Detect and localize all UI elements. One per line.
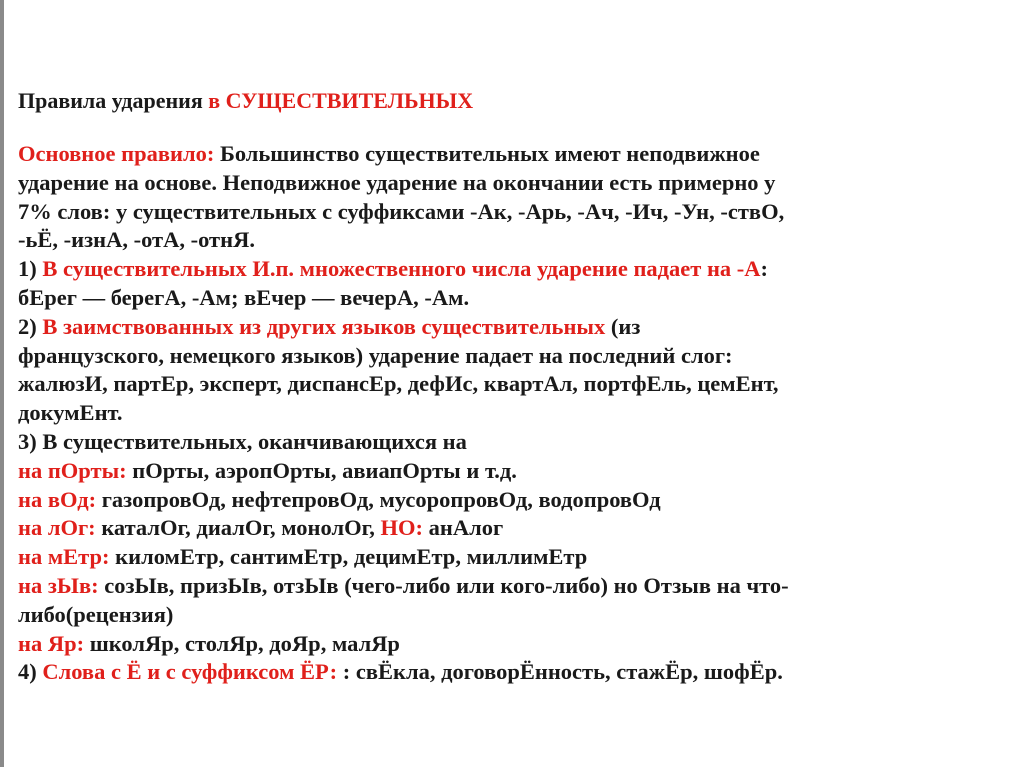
yar-examples: школЯр, столЯр, доЯр, малЯр (84, 630, 400, 656)
rule-1-line (18, 255, 1008, 284)
main-rule-line-2: ударение на основе. Неподвижное ударение на окончании есть примерно у (18, 169, 776, 195)
title-prefix: Правила ударения (18, 88, 209, 113)
rule-3-vod (18, 486, 1008, 515)
rule-1-examples: бЕрег — берегА, -Ам; вЕчер — вечерА, -Ам. (18, 284, 470, 310)
rule-4-text: Слова с Ё и с суффиксом ЁР: (42, 659, 338, 685)
rule-3-ports (18, 457, 1008, 486)
main-rule-line-1 (18, 140, 1008, 169)
rules-text (18, 140, 1008, 687)
rule-2-rest: (из (605, 313, 641, 339)
ports-examples: пОрты, аэропОрты, авиапОрты и т.д. (126, 457, 517, 483)
vod-label: на вОд: (18, 486, 97, 512)
rule-4-examples: : свЁкла, договорЁнность, стажЁр, шофЁр. (337, 659, 783, 685)
rule-1-number: 1) (18, 256, 43, 282)
rule-3-yar (18, 630, 1008, 659)
rule-2-line-4: докумЕнт. (18, 400, 123, 426)
log-exception: анАлог (423, 515, 504, 541)
main-rule-text-1: Большинство существительных имеют неподвижное (214, 141, 760, 166)
yar-label: на Яр: (18, 630, 85, 656)
zyv-examples-line-2: либо(рецензия) (18, 601, 174, 627)
rule-2-line-1 (18, 313, 1008, 342)
slide-title (18, 86, 1008, 116)
log-but-label: НО: (380, 515, 424, 541)
rule-3-metr (18, 543, 1008, 572)
zyv-examples: созЫв, призЫв, отзЫв (чего-либо или кого-либо) но Отзыв на что- (98, 572, 789, 598)
rule-2-text: В заимствованных из других языков существительных (42, 313, 606, 339)
zyv-label: на зЫв: (18, 572, 99, 598)
rule-1-text: В существительных И.п. множественного числа ударение падает на -А (42, 256, 761, 282)
title-topic: СУЩЕСТВИТЕЛЬНЫХ (225, 88, 474, 113)
rule-2-line-2: французского, немецкого языков) ударение падает на последний слог: (18, 342, 733, 368)
rule-2-number: 2) (18, 313, 43, 339)
title-preposition: в (208, 88, 226, 113)
log-label: на лОг: (18, 515, 96, 541)
metr-examples: киломЕтр, сантимЕтр, децимЕтр, миллимЕтр (109, 544, 588, 570)
main-rule-line-3: 7% слов: у существительных с суффиксами -Ак, -Арь, -Ач, -Ич, -Ун, -ствО, (18, 198, 785, 224)
main-rule-line-4: -ьЁ, -изнА, -отА, -отнЯ. (18, 227, 255, 253)
rule-1-colon: : (760, 256, 769, 282)
metr-label: на мЕтр: (18, 544, 110, 570)
rule-4-number: 4) (18, 659, 43, 685)
rule-4-line (18, 658, 1008, 687)
vod-examples: газопровОд, нефтепровОд, мусоропровОд, водопровОд (96, 486, 661, 512)
slide-content (18, 86, 1008, 687)
rule-3-line: 3) В существительных, оканчивающихся на (18, 428, 467, 454)
main-rule-label: Основное правило: (18, 141, 215, 166)
log-examples: каталОг, диалОг, монолОг, (95, 515, 381, 541)
rule-3-zyv (18, 572, 1008, 601)
rule-3-log (18, 514, 1008, 543)
slide-left-border (0, 0, 4, 767)
rule-2-line-3: жалюзИ, партЕр, эксперт, диспансЕр, дефИс, квартАл, портфЕль, цемЕнт, (18, 371, 779, 397)
ports-label: на пОрты: (18, 457, 127, 483)
